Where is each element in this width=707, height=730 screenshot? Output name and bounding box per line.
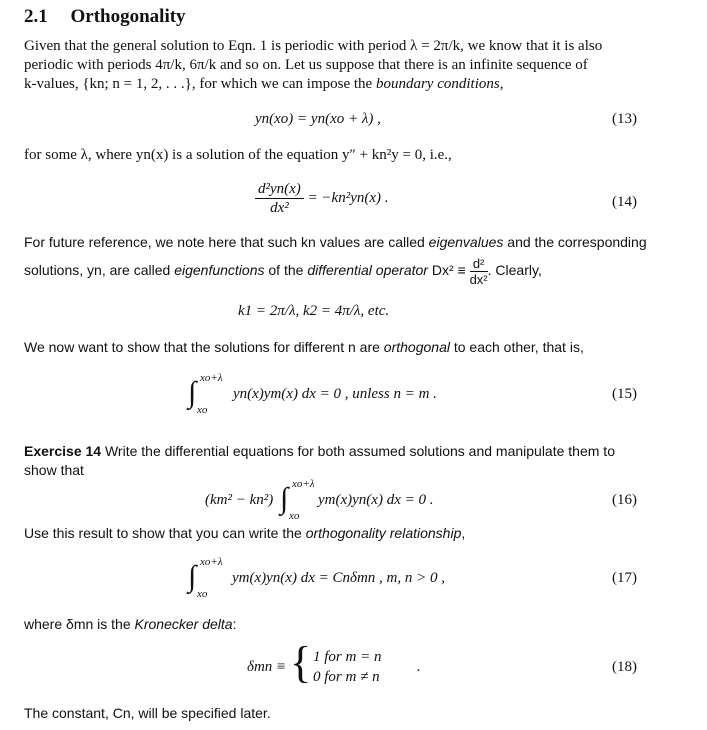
constant-line: The constant, Cn, will be specified later.: [24, 705, 271, 721]
paragraph-intro: [24, 37, 684, 94]
orthogonal-line-b: to each other, that is,: [449, 339, 584, 355]
orthogonal-line-a: We now want to show that the solutions for different n are: [24, 339, 384, 355]
equation-17-number: (17): [612, 570, 637, 586]
intro-line-3-text: k-values, {kn; n = 1, 2, . . .}, for which we can impose the: [24, 76, 373, 92]
exercise-label: Exercise 14: [24, 443, 102, 459]
equation-13-number: (13): [612, 111, 637, 127]
operator-denominator: dx²: [469, 272, 488, 287]
equation-18: [0, 638, 707, 691]
equation-18-case-2: 0 for m ≠ n: [313, 669, 380, 685]
orthogonal-line: [24, 338, 684, 357]
exercise-14: [24, 442, 684, 480]
paragraph-orthogonality: [24, 524, 684, 543]
equation-16-prefix: (km² − kn²): [205, 492, 274, 508]
equation-14-number: (14): [612, 194, 637, 210]
kronecker-term: Kronecker delta: [134, 616, 233, 632]
equation-15: [0, 374, 707, 418]
eigen-line-2a: solutions, yn, are called: [24, 262, 175, 279]
kronecker-line-b: :: [232, 616, 237, 632]
eigenvalues-term: eigenvalues: [428, 234, 504, 250]
operator-term: differential operator: [307, 262, 428, 279]
eigen-line-1: [24, 233, 684, 252]
kronecker-line: [24, 615, 684, 634]
exercise-line-1: [24, 442, 684, 461]
eigen-line-1a: For future reference, we note here that such kn values are called: [24, 234, 429, 250]
orthogonality-line-b: ,: [461, 525, 466, 541]
operator-numerator: d²: [470, 256, 488, 272]
operator-fraction: [470, 256, 488, 287]
eigen-line-2b: of the: [264, 262, 308, 279]
orthogonality-line: [24, 524, 684, 543]
equation-18-brace: {: [290, 638, 312, 687]
paragraph-constant: [24, 704, 684, 723]
equation-13-expression: yn(xo) = yn(xo + λ) ,: [255, 111, 381, 127]
eigen-line-1b: and the corresponding: [503, 234, 647, 250]
paragraph-kronecker: [24, 615, 684, 634]
equation-17-integral: ∫: [188, 560, 197, 593]
eigen-line-2c: Dx² ≡: [427, 262, 470, 279]
equation-17-upper-limit: xo+λ: [200, 556, 223, 568]
equation-14-rhs: = −kn²yn(x) .: [307, 189, 389, 206]
equation-14-fraction: [255, 180, 304, 217]
equation-17-lower-limit: xo: [197, 588, 208, 600]
orthogonal-term: orthogonal: [383, 339, 450, 355]
paragraph-orthogonal: [24, 338, 684, 357]
solution-line: for some λ, where yn(x) is a solution of the equation y″ + kn²y = 0, i.e.,: [24, 147, 452, 163]
equation-15-upper-limit: xo+λ: [200, 372, 223, 384]
equation-17-expression: ym(x)yn(x) dx = Cnδmn , m, n > 0 ,: [232, 570, 445, 586]
exercise-text-1: Write the differential equations for both assumed solutions and manipulate them to: [101, 443, 615, 459]
equation-15-number: (15): [612, 386, 637, 402]
equation-16-expression: ym(x)yn(x) dx = 0 .: [318, 492, 434, 508]
intro-line-3: [24, 75, 684, 94]
equation-14-body: [255, 180, 389, 217]
intro-line-3-tail: ,: [499, 76, 504, 92]
paragraph-eigen: [24, 233, 684, 287]
k-values-expression: k1 = 2π/λ, k2 = 4π/λ, etc.: [238, 303, 390, 319]
intro-line-2: periodic with periods 4π/k, 6π/k and so on. Let us suppose that there is an infinite sequence of: [24, 57, 588, 73]
section-heading: [24, 6, 186, 28]
orthogonality-term: orthogonality relationship: [305, 525, 462, 541]
intro-line-1: Given that the general solution to Eqn. 1 is periodic with period λ = 2π/k, we know that it is also: [24, 38, 603, 54]
eigenfunctions-term: eigenfunctions: [174, 262, 265, 279]
kronecker-line-a: where δmn is the: [24, 616, 135, 632]
equation-18-tail: .: [417, 659, 421, 675]
eigen-line-2d: . Clearly,: [487, 262, 542, 279]
eigen-line-2: [24, 256, 684, 287]
paragraph-solution: [24, 146, 684, 165]
section-title: Orthogonality: [70, 6, 186, 27]
section-number: 2.1: [24, 6, 48, 27]
equation-15-integral: ∫: [188, 376, 197, 409]
equation-14-numerator: d²yn(x): [255, 180, 304, 199]
equation-18-case-1: 1 for m = n: [313, 649, 382, 665]
equation-16-lower-limit: xo: [289, 510, 300, 522]
equation-16-upper-limit: xo+λ: [292, 478, 315, 490]
equation-16-number: (16): [612, 492, 637, 508]
equation-18-number: (18): [612, 659, 637, 675]
equation-15-lower-limit: xo: [197, 404, 208, 416]
equation-15-expression: yn(x)ym(x) dx = 0 , unless n = m .: [233, 386, 437, 402]
equation-16-integral: ∫: [280, 482, 289, 515]
equation-16: [0, 478, 707, 522]
equation-17: [0, 558, 707, 602]
orthogonality-line-a: Use this result to show that you can write the: [24, 525, 306, 541]
boundary-conditions-term: boundary conditions: [375, 76, 500, 92]
equation-14-denominator: dx²: [270, 200, 289, 216]
equation-18-lhs: δmn ≡: [247, 659, 287, 675]
exercise-line-2: show that: [24, 462, 84, 478]
